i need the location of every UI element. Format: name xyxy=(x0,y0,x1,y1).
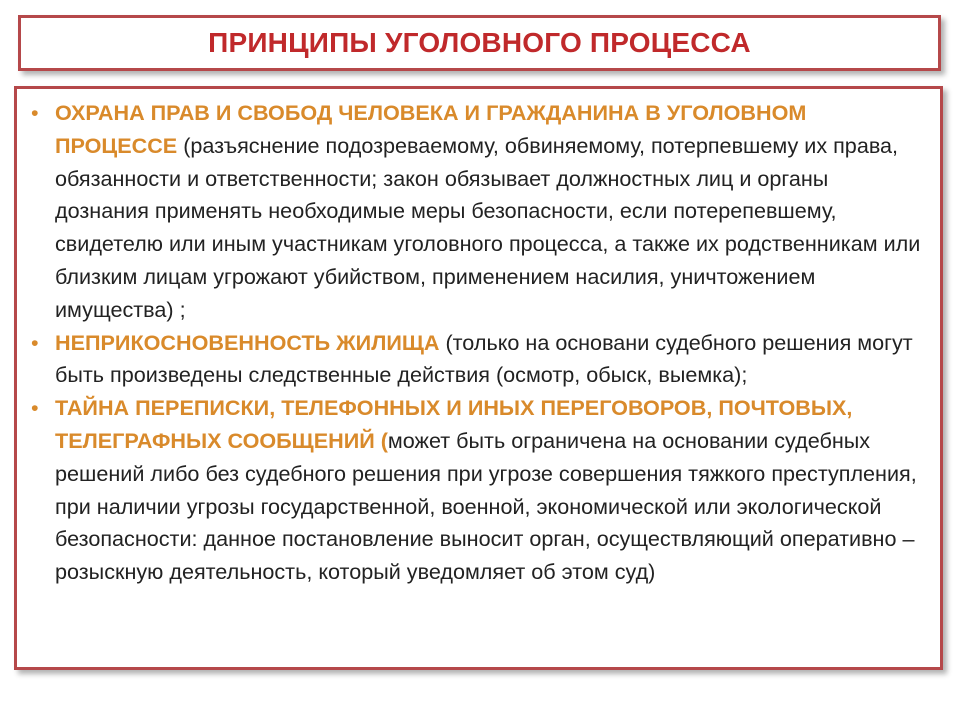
item-text: может быть ограничена на основании судебных решений либо без судебного решения при угрозе совершения тяжкого преступления, при наличии угрозы государственной, военной, экономической или экологической безопасности: данное постановление выносит орган, осуществляющий оперативно – розыскную деятельность, который уведомляет об этом суд) xyxy=(55,427,917,585)
content-box xyxy=(14,86,943,670)
bullet-icon: • xyxy=(31,329,39,355)
slide-title: ПРИНЦИПЫ УГОЛОВНОГО ПРОЦЕССА xyxy=(208,27,751,58)
list-item-rights-protection xyxy=(27,97,924,327)
list-item-home-inviolability xyxy=(27,327,924,393)
item-text: (разъяснение подозреваемому, обвиняемому, потерпевшему их права, обязанности и ответственности; закон обязывает должностных лиц и органы дознания применять необходимые меры безопасности, если потерепевшему, свидетелю или иным участникам уголовного процесса, а также их родственникам или близким лицам угрожают убийством, применением насилия, уничтожением имущества) ; xyxy=(55,132,921,322)
item-heading: НЕПРИКОСНОВЕННОСТЬ ЖИЛИЩА xyxy=(55,329,440,355)
bullet-icon: • xyxy=(31,395,39,421)
item-heading: ОХРАНА ПРАВ И СВОБОД ЧЕЛОВЕКА И ГРАЖДАНИНА В УГОЛОВНОМ ПРОЦЕССЕ xyxy=(55,100,807,158)
title-box xyxy=(18,15,941,71)
item-text: (только на основани судебного решения могут быть произведены следственные действия (осмотр, обыск, выемка); xyxy=(55,329,913,388)
bullet-icon: • xyxy=(31,100,39,125)
list-item-correspondence-secrecy xyxy=(27,392,924,589)
principles-list xyxy=(27,97,924,589)
item-heading: ТАЙНА ПЕРЕПИСКИ, ТЕЛЕФОННЫХ И ИНЫХ ПЕРЕГОВОРОВ, ПОЧТОВЫХ, ТЕЛЕГРАФНЫХ СООБЩЕНИЙ ( xyxy=(55,395,853,453)
